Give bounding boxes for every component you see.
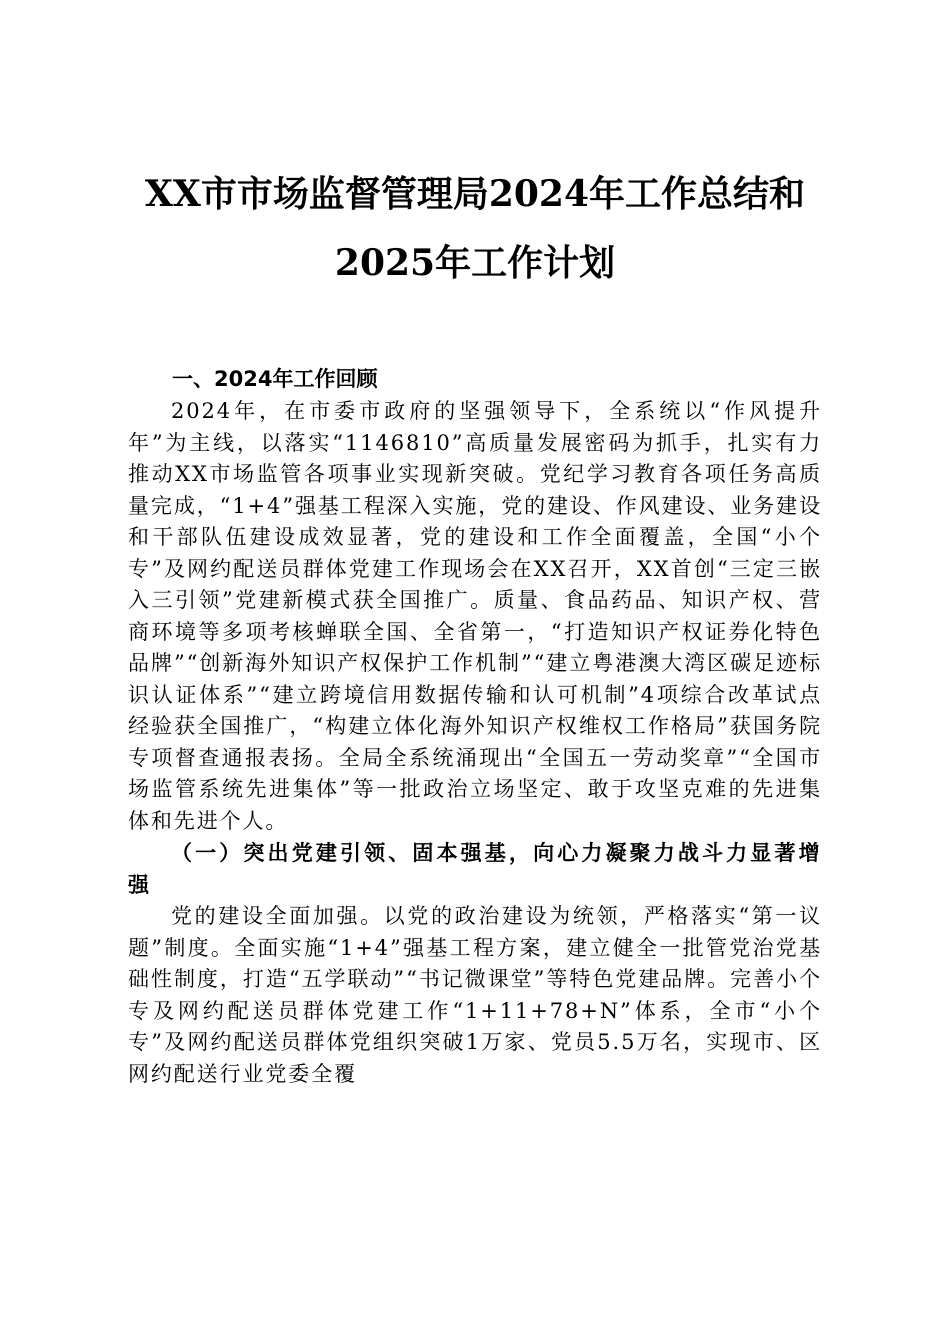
body-paragraph: 党的建设全面加强。以党的政治建设为统领，严格落实“第一议题”制度。全面实施“1+4”强基工程方案，建立健全一批管党治党基础性制度，打造“五学联动”“书记微课堂”等特色党建品牌。完善小个专及网约配送员群体党建工作“1+11+78+N”体系，全市“小个专”及网约配送员群体党组织突破1万家、党员5.5万名，实现市、区网约配送行业党委全覆 <box>128 904 822 1086</box>
subsection-heading: （一）突出党建引领、固本强基，向心力凝聚力战斗力显著增强 <box>128 840 822 897</box>
body-paragraph: 2024年，在市委市政府的坚强领导下，全系统以“作风提升年”为主线，以落实“1146810”高质量发展密码为抓手，扎实有力推动XX市场监管各项事业实现新突破。党纪学习教育各项任务高质量完成，“1+4”强基工程深入实施，党的建设、作风建设、业务建设和干部队伍建设成效显著，党的建设和工作全面覆盖，全国“小个专”及网约配送员群体党建工作现场会在XX召开，XX首创“三定三嵌入三引领”党建新模式获全国推广。质量、食品药品、知识产权、营商环境等多项考核蝉联全国、全省第一，“打造知识产权证券化特色品牌”“创新海外知识产权保护工作机制”“建立粤港澳大湾区碳足迹标识认证体系”“建立跨境信用数据传输和认可机制”4项综合改革试点经验获全国推广，“构建立体化海外知识产权维权工作格局”获国务院专项督查通报表扬。全局全系统涌现出“全国五一劳动奖章”“全国市场监管系统先进集体”等一批政治立场坚定、敢于攻坚克难的先进集体和先进个人。 <box>128 399 822 833</box>
section-heading: 一、2024年工作回顾 <box>172 367 378 391</box>
document-title-line-1: XX市市场监督管理局2024年工作总结和 <box>144 173 806 215</box>
document-title-line-2: 2025年工作计划 <box>334 242 616 284</box>
document-body <box>128 362 822 1090</box>
